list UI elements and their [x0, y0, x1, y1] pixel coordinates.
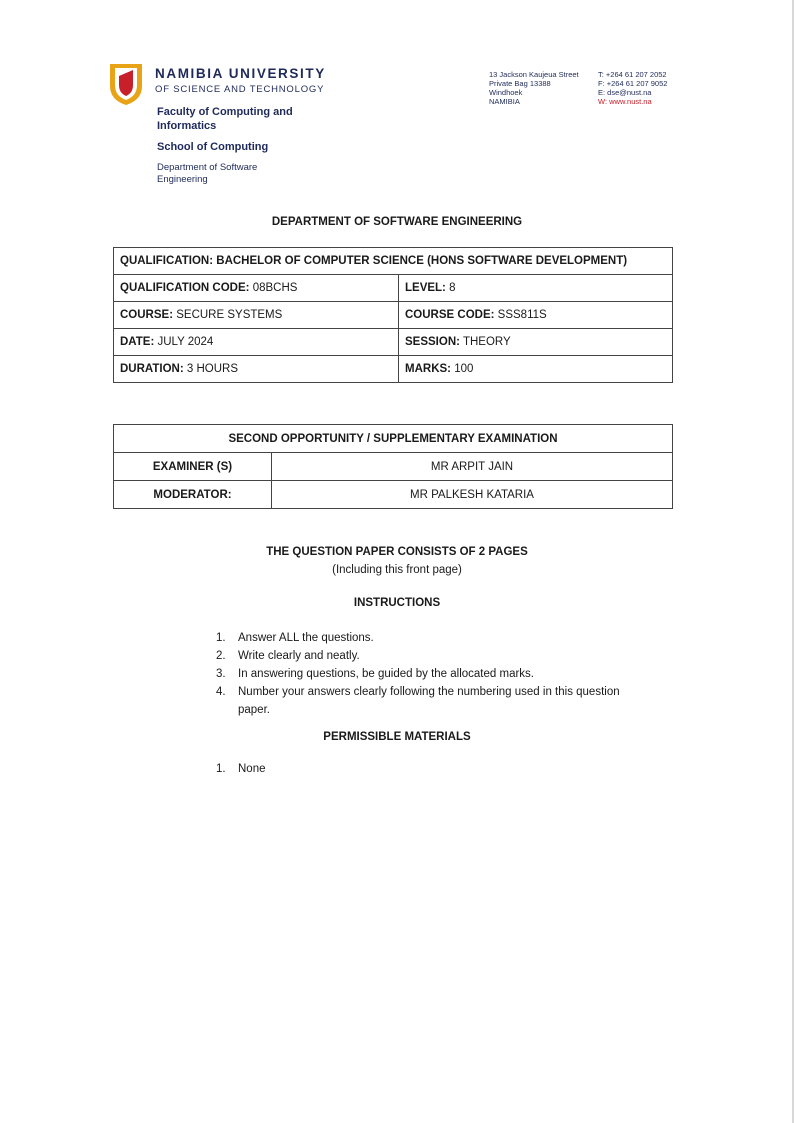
department-heading: DEPARTMENT OF SOFTWARE ENGINEERING — [271, 216, 523, 228]
postal-address — [489, 70, 579, 106]
table-row — [114, 248, 673, 275]
contact-info — [598, 70, 667, 106]
instructions-title: INSTRUCTIONS — [353, 597, 441, 609]
level-cell: LEVEL: 8 — [399, 275, 673, 302]
list-item: 1. Answer ALL the questions. — [216, 632, 374, 644]
table-row — [114, 302, 673, 329]
page-count-note: THE QUESTION PAPER CONSISTS OF 2 PAGES — [266, 546, 528, 558]
address-line: NAMIBIA — [489, 97, 520, 106]
moderator-name: MR PALKESH KATARIA — [272, 481, 673, 509]
list-item: 2. Write clearly and neatly. — [216, 650, 360, 662]
department-name: Department of Software Engineering — [157, 162, 258, 185]
table-row — [114, 453, 673, 481]
table-row — [114, 329, 673, 356]
qualification-cell: QUALIFICATION: BACHELOR OF COMPUTER SCIENCE (HONS SOFTWARE DEVELOPMENT) — [114, 248, 673, 275]
examiner-label: EXAMINER (S) — [114, 453, 272, 481]
address-line: Private Bag 13388 — [489, 79, 551, 88]
moderator-label: MODERATOR: — [114, 481, 272, 509]
qualification-code-cell: QUALIFICATION CODE: 08BCHS — [114, 275, 399, 302]
phone-number: T: +264 61 207 2052 — [598, 70, 667, 79]
fax-number: F: +264 61 207 9052 — [598, 79, 668, 88]
list-item: 1. None — [216, 763, 266, 775]
list-item: 3. In answering questions, be guided by the allocated marks. — [216, 668, 534, 680]
permissible-materials-list — [216, 760, 266, 778]
permissible-materials-title: PERMISSIBLE MATERIALS — [323, 731, 471, 743]
address-line: 13 Jackson Kaujeua Street — [489, 70, 579, 79]
school-name: School of Computing — [157, 141, 269, 153]
duration-cell: DURATION: 3 HOURS — [114, 356, 399, 383]
university-name: NAMIBIA UNIVERSITY — [155, 66, 326, 81]
university-logo-icon — [108, 60, 144, 106]
table-row — [114, 356, 673, 383]
table-row — [114, 425, 673, 453]
marks-cell: MARKS: 100 — [399, 356, 673, 383]
email-address: E: dse@nust.na — [598, 88, 652, 97]
qualification-details-table — [113, 247, 673, 383]
university-subtitle: OF SCIENCE AND TECHNOLOGY — [155, 84, 325, 95]
examiner-name: MR ARPIT JAIN — [272, 453, 673, 481]
instructions-list — [216, 629, 636, 719]
table-row — [114, 275, 673, 302]
exam-title: SECOND OPPORTUNITY / SUPPLEMENTARY EXAMINATION — [114, 425, 673, 453]
address-line: Windhoek — [489, 88, 523, 97]
list-item: 4. Number your answers clearly following the numbering used in this question paper. — [216, 686, 620, 716]
examination-table — [113, 424, 673, 509]
course-cell: COURSE: SECURE SYSTEMS — [114, 302, 399, 329]
front-page-note: (Including this front page) — [332, 564, 462, 576]
table-row — [114, 481, 673, 509]
website-url: W: www.nust.na — [598, 97, 652, 106]
date-cell: DATE: JULY 2024 — [114, 329, 399, 356]
faculty-name: Faculty of Computing and Informatics — [157, 106, 293, 132]
session-cell: SESSION: THEORY — [399, 329, 673, 356]
course-code-cell: COURSE CODE: SSS811S — [399, 302, 673, 329]
